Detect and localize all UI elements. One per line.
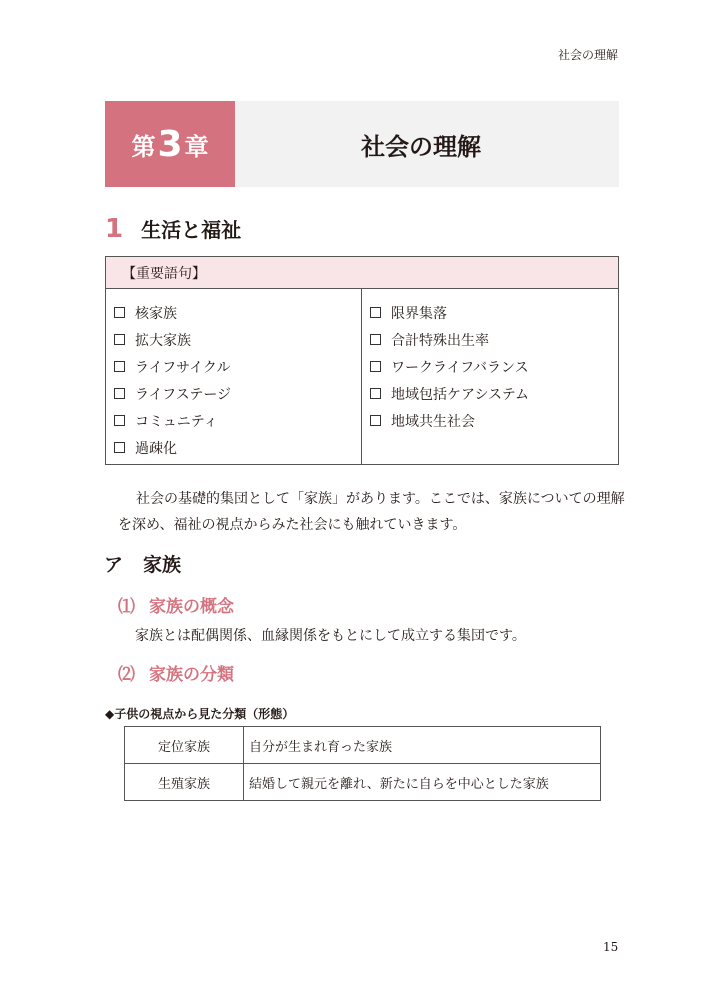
checkbox-icon [370, 361, 381, 372]
keyword-item: 核家族 [114, 299, 361, 326]
table-cell-term: 生殖家族 [125, 764, 244, 801]
chapter-suffix: 章 [184, 132, 209, 161]
chapter-prefix: 第 [131, 132, 156, 161]
chapter-number: 3 [157, 123, 183, 165]
checkbox-icon [114, 334, 125, 345]
keyword-column-left [106, 289, 362, 464]
table-caption: ◆子供の視点から見た分類（形態） [105, 707, 295, 721]
table-row [125, 727, 601, 764]
table-cell-definition: 自分が生まれ育った家族 [244, 727, 601, 764]
page-number: 15 [603, 940, 619, 954]
checkbox-icon [114, 442, 125, 453]
table-cell-term: 定位家族 [125, 727, 244, 764]
item-heading-concept [118, 592, 234, 617]
section-title: 生活と福祉 [141, 218, 242, 242]
keyword-column-right [362, 289, 618, 464]
checkbox-icon [114, 307, 125, 318]
subsection-heading [104, 550, 181, 577]
keyword-item: 限界集落 [370, 299, 618, 326]
item-title: 家族の概念 [149, 597, 234, 617]
keyword-item: 地域包括ケアシステム [370, 380, 618, 407]
checkbox-icon [370, 334, 381, 345]
item-heading-classification [118, 660, 234, 685]
checkbox-icon [370, 388, 381, 399]
keyword-item: コミュニティ [114, 407, 361, 434]
chapter-banner [105, 101, 619, 187]
section-heading [105, 214, 241, 244]
subsection-title: 家族 [143, 554, 182, 576]
checkbox-icon [370, 307, 381, 318]
item-title: 家族の分類 [149, 665, 234, 685]
chapter-number-tag [105, 101, 235, 187]
table-row [125, 764, 601, 801]
item-marker: ⑴ [118, 597, 135, 617]
keyword-item: 拡大家族 [114, 326, 361, 353]
chapter-title: 社会の理解 [361, 132, 481, 161]
keyword-item: 地域共生社会 [370, 407, 618, 434]
keyword-item: ワークライフバランス [370, 353, 618, 380]
item-paragraph: 家族とは配偶関係、血縁関係をもとにして成立する集団です。 [135, 628, 526, 644]
checkbox-icon [114, 388, 125, 399]
keyword-item: ライフステージ [114, 380, 361, 407]
item-marker: ⑵ [118, 665, 135, 685]
family-classification-table [124, 726, 601, 801]
checkbox-icon [114, 361, 125, 372]
table-cell-definition: 結婚して親元を離れ、新たに自らを中心とした家族 [244, 764, 601, 801]
keyword-item: 過疎化 [114, 434, 361, 461]
keyword-box [105, 256, 619, 465]
subsection-marker: ア [104, 554, 124, 576]
keyword-box-header: 【重要語句】 [106, 257, 618, 289]
keyword-item: ライフサイクル [114, 353, 361, 380]
intro-paragraph: 社会の基礎的集団として「家族」があります。ここでは、家族についての理解を深め、福祉の視点からみた社会にも触れていきます。 [118, 491, 625, 533]
keyword-item: 合計特殊出生率 [370, 326, 618, 353]
checkbox-icon [370, 415, 381, 426]
section-number: 1 [105, 214, 124, 244]
running-header: 社会の理解 [557, 48, 618, 62]
checkbox-icon [114, 415, 125, 426]
